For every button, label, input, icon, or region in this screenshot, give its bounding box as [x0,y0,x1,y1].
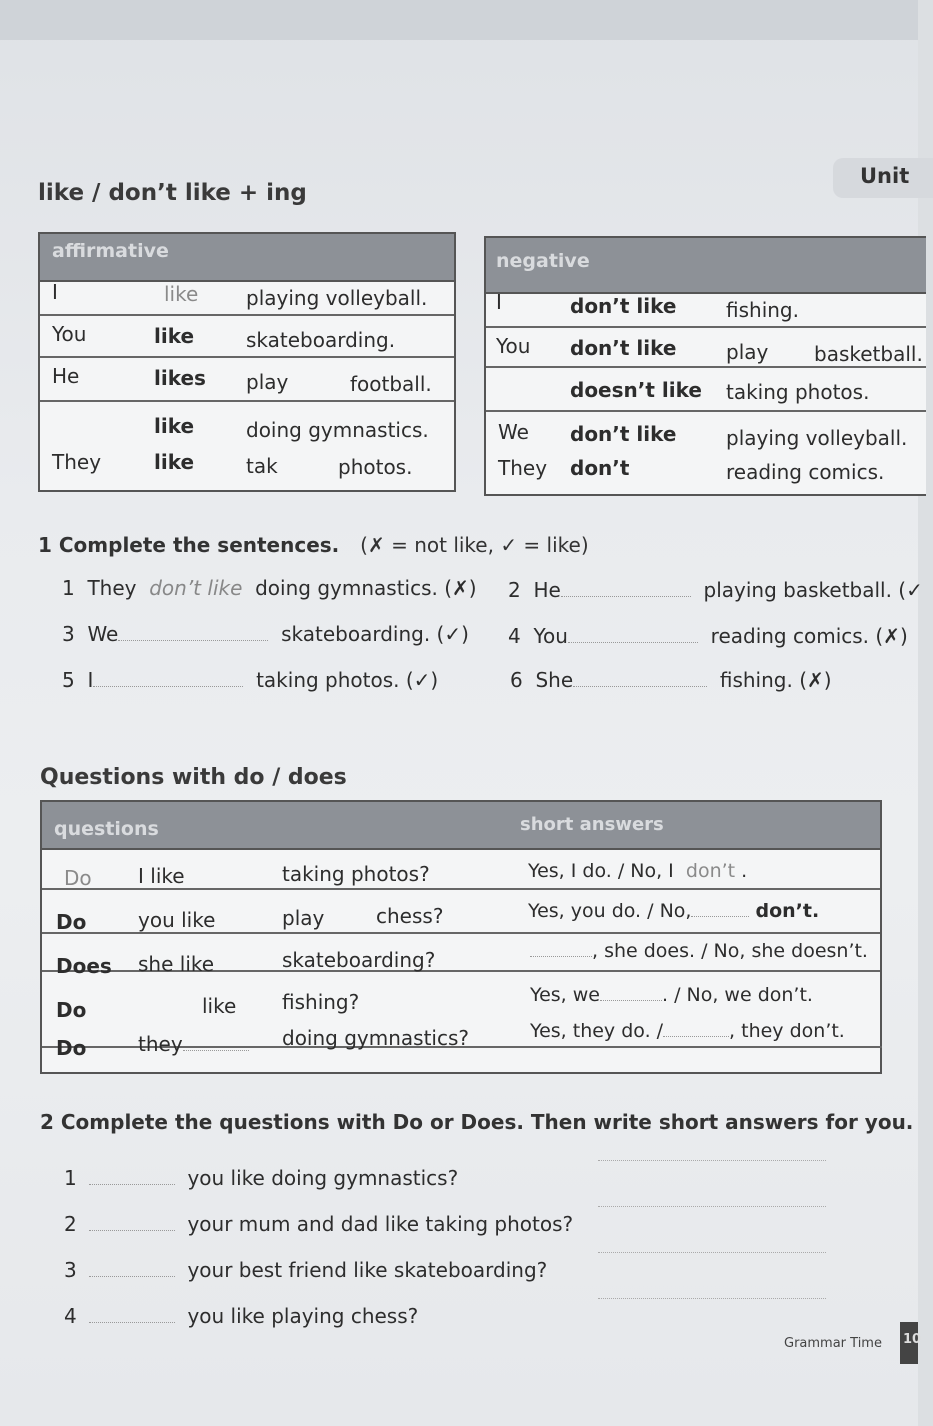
aff-row5-activity: tak [246,454,278,478]
q-row5-subj: they [138,1032,249,1056]
neg-row5-subject: They [498,456,548,480]
footer-label: Grammar Time [784,1336,882,1351]
aff-row2-subject: You [52,322,87,346]
q-row4-answer: Yes, we . / No, we don’t. [530,984,813,1006]
affirmative-table [38,232,456,492]
section-title-like: like / don’t like + ing [38,180,307,206]
aff-row5-verb: like [154,450,195,474]
q-row3-subj: she like [138,952,215,976]
neg-row5-verb: don’t [570,456,630,480]
ex2-item-4-blank[interactable] [89,1322,175,1323]
negative-table [484,236,926,496]
neg-row2-verb: don’t like [570,336,677,360]
aff-row3-activity: play [246,370,289,394]
ex2-item-1-blank[interactable] [89,1184,175,1185]
neg-row4-activity: playing volleyball. [726,426,908,450]
neg-row3-verb: doesn’t like [570,378,702,402]
q-row3-answer: , she does. / No, she doesn’t. [530,940,868,962]
ex2-answer-line-1[interactable] [598,1160,826,1161]
neg-row1-activity: fishing. [726,298,799,322]
neg-row2-activity2: basketball. [814,342,923,366]
neg-row4-subject: We [498,420,529,444]
aff-row4-activity: doing gymnastics. [246,418,429,442]
aff-row2-activity: skateboarding. [246,328,396,352]
neg-row4-verb: don’t like [570,422,677,446]
questions-header-label: questions [54,818,159,840]
q-row1-obj: taking photos? [282,862,430,886]
aff-row2-verb: like [154,324,195,348]
ex2-answer-line-2[interactable] [598,1206,826,1207]
neg-row2-activity: play [726,340,769,364]
q-row2-subj: you like [138,908,216,932]
ex1-item-6-blank[interactable] [573,686,707,687]
ex2-item-1: 1 you like doing gymnastics? [64,1166,459,1190]
q-row4-subj: like [202,994,237,1018]
q-row4-obj: fishing? [282,990,360,1014]
q-row2-answer: Yes, you do. / No, don’t. [528,900,820,922]
neg-row1-subject: I [496,290,502,314]
ex1-item-5-blank[interactable] [93,686,243,687]
exercise2-heading: 2 Complete the questions with Do or Does. Then write short answers for you. [40,1110,914,1134]
ex2-item-2-blank[interactable] [89,1230,175,1231]
neg-row1-verb: don’t like [570,294,677,318]
neg-row5-activity: reading comics. [726,460,885,484]
questions-table [40,800,882,1074]
neg-row3-activity: taking photos. [726,380,870,404]
aff-row3-verb: likes [154,366,206,390]
ex2-item-3: 3 your best friend like skateboarding? [64,1258,548,1282]
aff-row4-verb: like [154,414,195,438]
affirmative-header-label: affirmative [52,240,169,262]
aff-row3-activity2: football. [350,372,432,396]
neg-row2-subject: You [496,334,531,358]
aff-row1-subject: I [52,280,58,304]
exercise1-legend: (✗ = not like, ✓ = like) [360,533,589,557]
q-row5-aux: Do [56,1036,87,1060]
q-row2-aux: Do [56,910,87,934]
negative-header-label: negative [496,250,590,272]
aff-row1-verb: like [164,282,199,306]
ex1-item-4: 4 You reading comics. (✗) [508,624,908,648]
ex1-item-3: 3 We skateboarding. (✓) [62,622,469,646]
ex1-item-4-blank[interactable] [568,642,698,643]
ex2-answer-line-3[interactable] [598,1252,826,1253]
q-row5-obj: doing gymnastics? [282,1026,470,1050]
affirmative-header [40,234,454,282]
q-row4-aux: Do [56,998,87,1022]
ex1-item-1: 1 They don’t like doing gymnastics. (✗) [62,576,477,600]
ex1-item-1-answer: don’t like [149,576,243,600]
ex2-answer-line-4[interactable] [598,1298,826,1299]
q-row1-subj: I like [138,864,185,888]
negative-header [486,238,926,294]
q-row2-obj: play [282,906,325,930]
q-row5-answer: Yes, they do. / , they don’t. [530,1020,845,1042]
questions-header [42,802,880,850]
q-row2-obj2: chess? [376,904,444,928]
aff-row5-activity2: photos. [338,455,413,479]
ex2-item-4: 4 you like playing chess? [64,1304,419,1328]
unit-label: Unit [860,164,910,188]
ex2-item-2: 2 your mum and dad like taking photos? [64,1212,574,1236]
q-row1-aux: Do [64,866,92,890]
q-row3-aux: Does [56,954,112,978]
aff-row5-subject: They [52,450,102,474]
ex1-item-5: 5 I taking photos. (✓) [62,668,439,692]
aff-row3-subject: He [52,364,80,388]
ex2-item-3-blank[interactable] [89,1276,175,1277]
page-number-tab [900,1322,922,1364]
page-top-edge [0,0,918,40]
q-row1-answer: Yes, I do. / No, I don’t . [528,860,748,882]
page-number: 10 [903,1332,922,1347]
exercise1-heading: 1 Complete the sentences. (✗ = not like, ✓ = like) [38,533,589,557]
aff-row1-activity: playing volleyball. [246,286,428,310]
ex1-item-2: 2 He playing basketball. (✓ [508,578,923,602]
section-title-questions: Questions with do / does [40,765,347,790]
ex1-item-6: 6 She fishing. (✗) [510,668,832,692]
short-answers-header-label: short answers [520,814,664,835]
q-row3-obj: skateboarding? [282,948,436,972]
ex1-item-2-blank[interactable] [561,596,691,597]
ex1-item-3-blank[interactable] [118,640,268,641]
